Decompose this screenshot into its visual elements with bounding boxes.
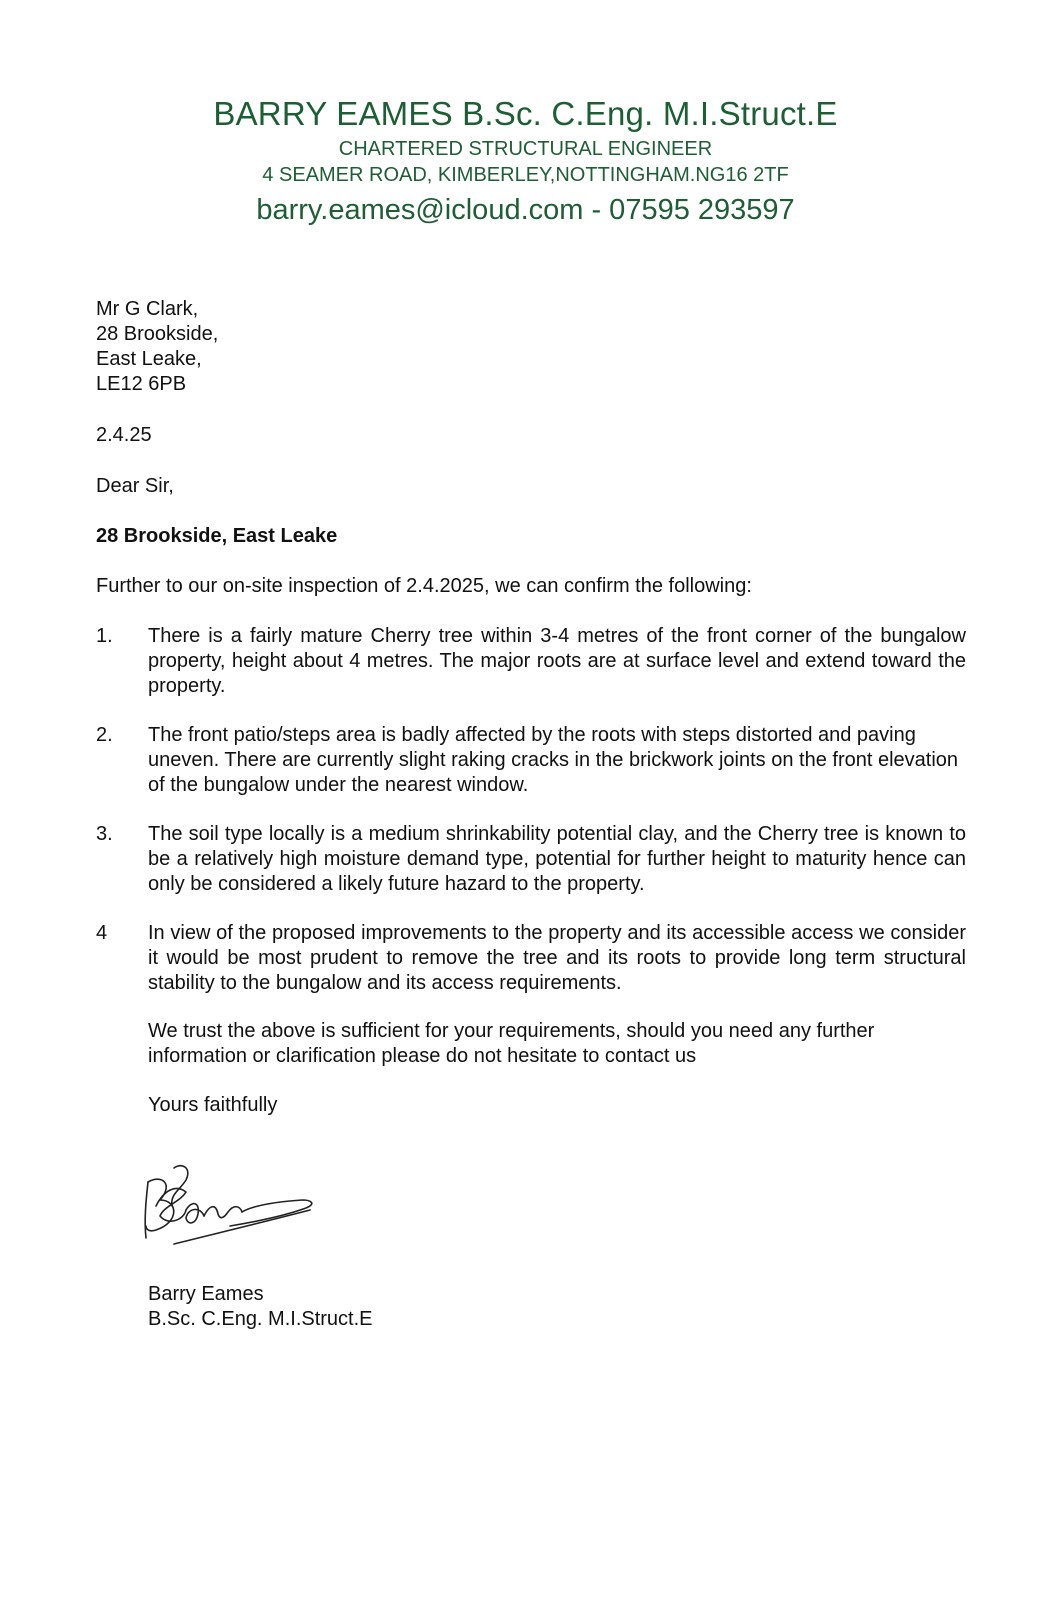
signer-credentials: B.Sc. C.Eng. M.I.Struct.E: [148, 1308, 373, 1330]
recipient-line: Mr G Clark,: [96, 298, 199, 320]
point-text: In view of the proposed improvements to the property and its accessible access we consider it would be most prudent to remove the tree and its roots to provide long term structural stability to the bungalow and its access requirements.: [148, 922, 966, 994]
signer-block: [148, 1282, 373, 1332]
salutation: Dear Sir,: [96, 475, 174, 497]
numbered-point: [96, 723, 966, 798]
recipient-address: [96, 297, 218, 397]
point-text: There is a fairly mature Cherry tree within 3-4 metres of the front corner of the bungalow property, height about 4 metres. The major roots are at surface level and extend toward the property.: [148, 625, 966, 697]
letter-date: 2.4.25: [96, 424, 152, 446]
engineer-contact: barry.eames@icloud.com - 07595 293597: [256, 194, 795, 226]
numbered-point: [96, 822, 966, 897]
recipient-line: LE12 6PB: [96, 373, 187, 395]
engineer-address: 4 SEAMER ROAD, KIMBERLEY,NOTTINGHAM.NG16 2TF: [262, 164, 789, 186]
recipient-line: East Leake,: [96, 348, 202, 370]
engineer-name: BARRY EAMES B.Sc. C.Eng. M.I.Struct.E: [213, 95, 838, 132]
point-text: The front patio/steps area is badly affected by the roots with steps distorted and paving uneven. There are currently slight raking cracks in the brickwork joints on the front elevation of the bungalow under the nearest window.: [148, 724, 959, 796]
numbered-point: [96, 921, 966, 996]
recipient-line: 28 Brookside,: [96, 323, 219, 345]
handwritten-signature: [134, 1160, 324, 1260]
letterhead: [0, 92, 1051, 230]
signer-name: Barry Eames: [148, 1283, 264, 1305]
closing-paragraph: We trust the above is sufficient for your requirements, should you need any further information or clarification please do not hesitate to contact us: [148, 1020, 875, 1067]
point-number: 2.: [96, 724, 113, 746]
valediction: Yours faithfully: [148, 1094, 278, 1116]
numbered-point: [96, 624, 966, 699]
point-text: The soil type locally is a medium shrinkability potential clay, and the Cherry tree is known to be a relatively high moisture demand type, potential for further height to maturity hence can only be considered a likely future hazard to the property.: [148, 823, 966, 895]
engineer-title: CHARTERED STRUCTURAL ENGINEER: [338, 138, 713, 160]
point-number: 1.: [96, 625, 113, 647]
subject-line: 28 Brookside, East Leake: [96, 525, 338, 547]
point-number: 4: [96, 922, 108, 944]
intro-paragraph: Further to our on-site inspection of 2.4.2025, we can confirm the following:: [96, 575, 752, 597]
point-number: 3.: [96, 823, 113, 845]
